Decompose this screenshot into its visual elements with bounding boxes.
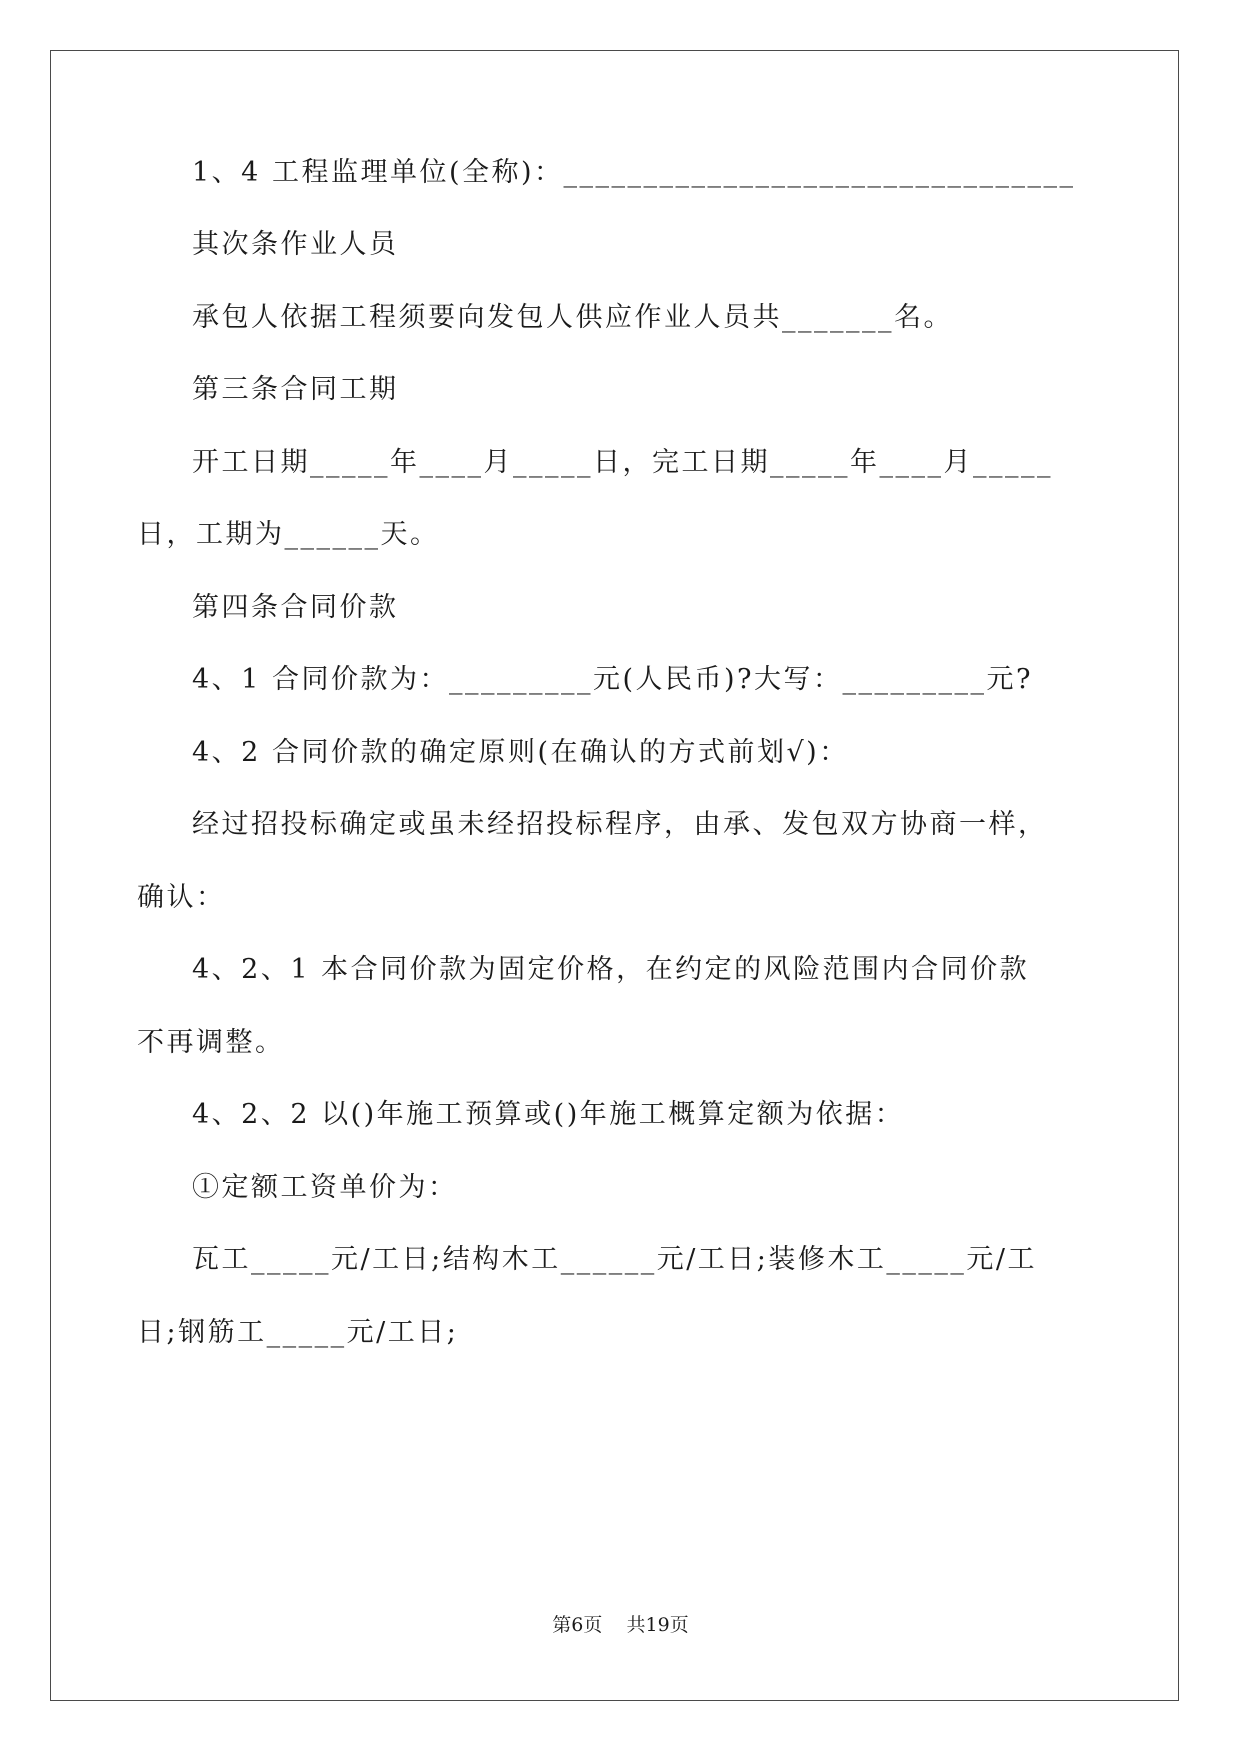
text-line-rebar-wage: 日;钢筋工_____元/工日; (137, 1317, 459, 1348)
text-line-workers: 承包人依据工程须要向发包人供应作业人员共_______名。 (192, 302, 953, 333)
text-line-budget-basis: 4、2、2 以()年施工预算或()年施工概算定额为依据： (192, 1099, 905, 1130)
text-line-price: 4、1 合同价款为：_________元(人民币)?大写：_________元? (192, 664, 1033, 695)
text-line-duration: 日，工期为______天。 (137, 519, 440, 550)
text-line-confirm: 确认： (137, 882, 226, 913)
page-number: 第6页 共19页 (552, 1614, 689, 1636)
heading-article-2: 其次条作业人员 (192, 229, 399, 260)
text-line-start-date: 开工日期_____年____月_____日，完工日期_____年____月_____ (192, 447, 1053, 478)
heading-article-4: 第四条合同价款 (192, 592, 399, 623)
text-line-supervisor-unit: 1、4 工程监理单位(全称)：________________________________ (192, 157, 1076, 188)
text-line-fixed-price: 4、2、1 本合同价款为固定价格，在约定的风险范围内合同价款 (192, 954, 1030, 985)
heading-article-3: 第三条合同工期 (192, 374, 399, 405)
text-line-no-adjust: 不再调整。 (137, 1027, 285, 1058)
text-line-tender: 经过招投标确定或虽未经招投标程序，由承、发包双方协商一样， (192, 809, 1048, 840)
text-line-price-principle: 4、2 合同价款的确定原则(在确认的方式前划√)： (192, 737, 849, 768)
text-line-wages: 瓦工_____元/工日;结构木工______元/工日;装修木工_____元/工 (192, 1244, 1037, 1275)
text-line-wage-unit: ①定额工资单价为： (192, 1172, 458, 1203)
